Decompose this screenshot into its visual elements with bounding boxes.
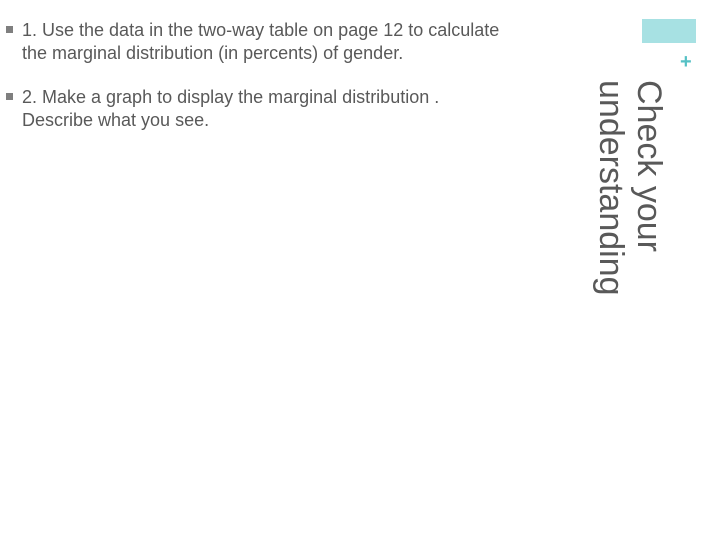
square-bullet-icon bbox=[6, 26, 13, 33]
bullet-item-2 bbox=[0, 86, 567, 132]
bullet-item-1 bbox=[0, 19, 567, 65]
bullet-text-2: 2. Make a graph to display the marginal distribution . Describe what you see. bbox=[22, 87, 440, 130]
accent-block bbox=[642, 19, 696, 43]
plus-icon: + bbox=[680, 51, 692, 73]
side-title-text: Check your understanding bbox=[592, 80, 668, 296]
bullet-text-1: 1. Use the data in the two-way table on page 12 to calculate the marginal distribution (in percents) of gender. bbox=[22, 20, 500, 63]
square-bullet-icon bbox=[6, 93, 13, 100]
side-title bbox=[590, 80, 670, 320]
